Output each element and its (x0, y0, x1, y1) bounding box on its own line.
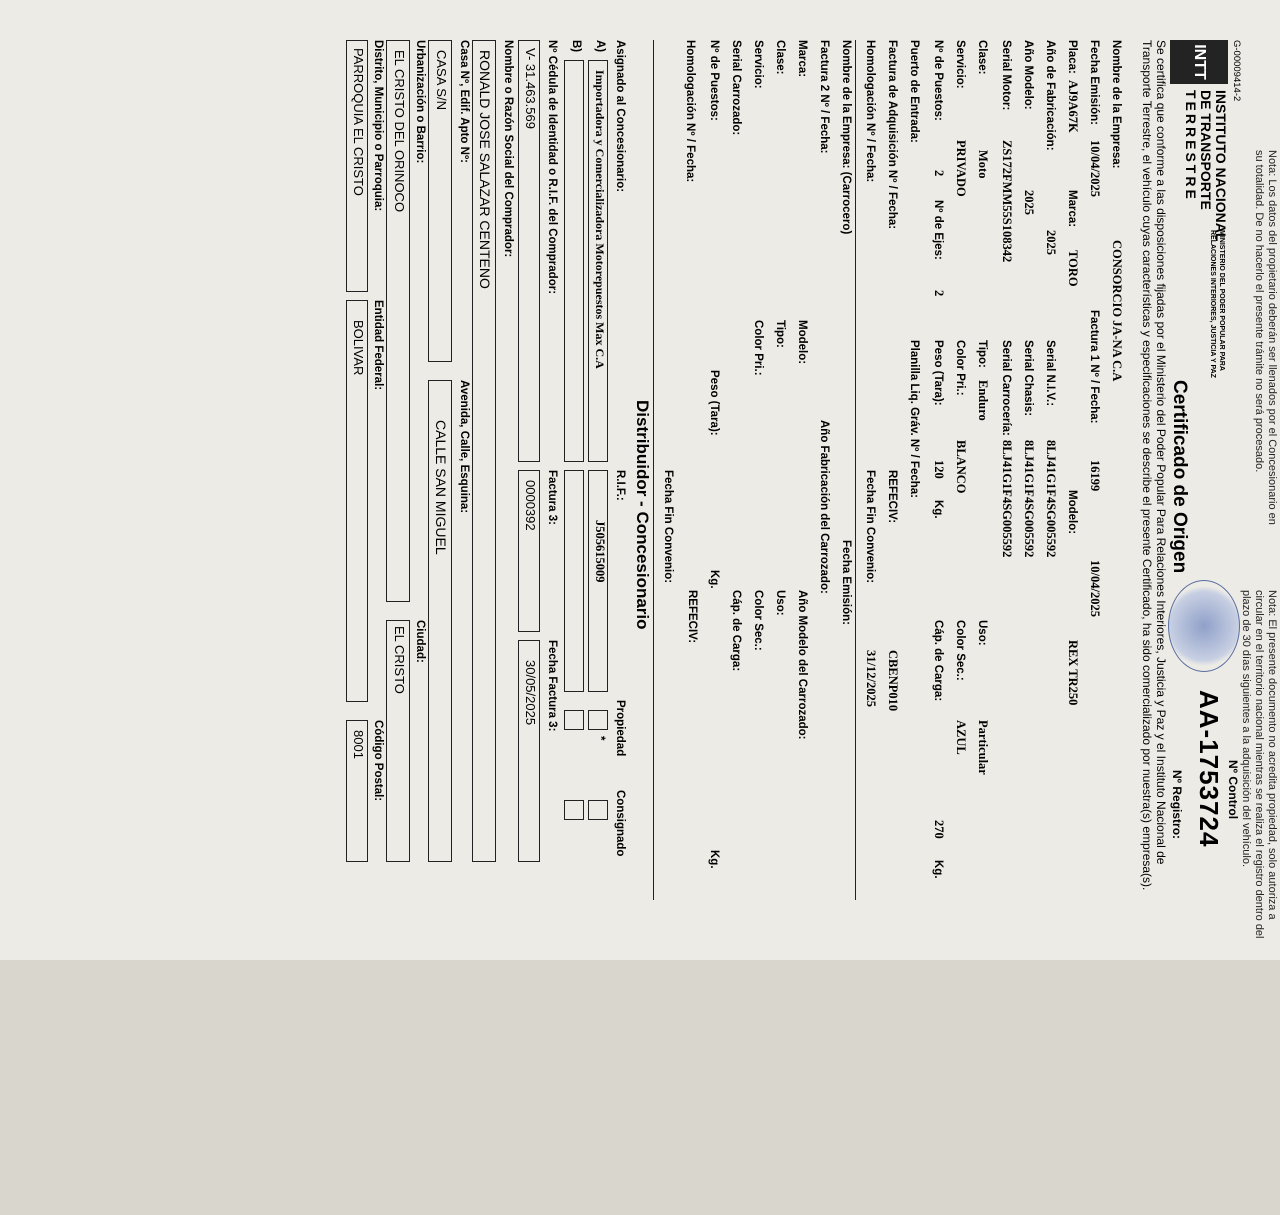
nombre-label: Nombre o Razón Social del Comprador: (502, 40, 514, 258)
avenida-label: Avenida, Calle, Esquina: (458, 380, 470, 514)
carrocero-refeciv-label: REFECIV: (686, 590, 698, 644)
anio-fab-label: Año de Fabricación: (1044, 40, 1056, 151)
nombre-value: RONALD JOSE SALAZAR CENTENO (477, 50, 493, 289)
a-label: A) (594, 40, 606, 53)
carrocero-peso-unit: Kg. (708, 570, 720, 589)
carrocero-marca-label: Marca: (796, 40, 808, 78)
page-title: Certificado de Origen (1169, 380, 1190, 574)
placa-value: AJ9A67K (1066, 80, 1080, 133)
peso-value: 120 (932, 460, 946, 479)
factura2-label: Factura 2 Nº / Fecha: (818, 40, 830, 154)
ministry-name: MINISTERIO DEL PODER POPULAR PARA RELACIONES INTERIORES, JUSTICIA Y PAZ (1209, 230, 1225, 378)
serial-carroceria-value: 8LJ41G1F4SG005592 (1000, 440, 1014, 558)
modelo-value: REX TR250 (1066, 640, 1080, 706)
control-label: Nº Control (1226, 760, 1240, 820)
urb-value: EL CRISTO DEL ORINOCO (392, 50, 407, 213)
marca-label: Marca: (1066, 190, 1078, 228)
servicio-value: PRIVADO (954, 140, 968, 197)
entidad-label: Entidad Federal: (372, 300, 384, 391)
intt-name: INSTITUTO NACIONAL DE TRANSPORTE TERRESTRE (1183, 90, 1229, 242)
fecha-fin-label: Fecha Fin Convenio: (864, 470, 876, 584)
serial-motor-label: Serial Motor: (1000, 40, 1012, 111)
serial-carrozado-label: Serial Carrozado: (730, 40, 742, 136)
ejes-label: Nº de Ejes: (932, 200, 944, 260)
marca-value: TORO (1066, 250, 1080, 287)
serial-chasis-value: 8LJ41G1F4SG005592 (1022, 440, 1036, 558)
ejes-value: 2 (932, 290, 946, 297)
carrocero-empresa-label: Nombre de la Empresa: (Carrocero) (840, 40, 852, 235)
note-circulation: Nota: El presente documento no acredita propiedad, solo autoriza a circular en el territorio nacional mientras se realiza el registro dentro del plazo de 30 días siguientes a la adquisición del vehículo. (1240, 590, 1278, 939)
consignado-label: Consignado (614, 790, 626, 857)
carrocero-clase-label: Clase: (774, 40, 786, 75)
asignado-label: Asignado al Concesionario: (614, 40, 626, 193)
empresa-label: Nombre de la Empresa: (1110, 40, 1122, 169)
serial-chasis-label: Serial Chasis: (1022, 340, 1034, 417)
placa-label: Placa: (1066, 40, 1078, 74)
clase-label: Clase: (976, 40, 988, 75)
entidad-value: BOLIVAR (351, 320, 366, 376)
anio-modelo-value: 2025 (1022, 190, 1036, 215)
rif-label: R.I.F.: (614, 470, 626, 501)
carga-unit: Kg. (932, 860, 944, 879)
servicio-label: Servicio: (954, 40, 966, 89)
carrocero-modelo-label: Modelo: (796, 320, 808, 365)
casa-label: Casa Nº, Edif. Apto Nº: (458, 40, 470, 163)
fecha-emision-value: 10/04/2025 (1088, 140, 1102, 197)
distrito-label: Distrito, Municipio o Parroquia: (372, 40, 384, 212)
fecha-emision-label: Fecha Emisión: (1088, 40, 1100, 125)
star-mark: * (594, 736, 606, 741)
factura1-fecha: 10/04/2025 (1088, 560, 1102, 617)
urb-label: Urbanización o Barrio: (414, 40, 426, 164)
serial-motor-value: ZS172FMM55S108342 (1000, 140, 1014, 263)
carrocero-fecha-fin-label: Fecha Fin Convenio: (662, 470, 674, 584)
peso-label: Peso (Tara): (932, 340, 944, 406)
postal-label: Código Postal: (372, 720, 384, 802)
refeciv-label: REFECIV: (886, 470, 898, 524)
uso-label: Uso: (976, 620, 988, 646)
planilla-label: Planilla Liq. Gráv. Nº / Fecha: (908, 340, 920, 499)
anio-modelo-label: Año Modelo: (1022, 40, 1034, 110)
color-sec-label: Color Sec.: (954, 620, 966, 681)
dist-title: Distribuidor - Concesionario (633, 400, 652, 630)
carrocero-uso-label: Uso: (774, 590, 786, 616)
carrocero-color-sec-label: Color Sec.: (752, 590, 764, 651)
tipo-value: Enduro (976, 380, 990, 421)
intt-logo-mark: INTT (1170, 40, 1228, 84)
puerto-label: Puerto de Entrada: (908, 40, 920, 143)
puestos-label: Nº de Puestos: (932, 40, 944, 121)
puestos-value: 2 (932, 170, 946, 177)
carrocero-puestos-label: Nº de Puestos: (708, 40, 720, 121)
carrocero-homologacion-label: Homologación Nº / Fecha: (684, 40, 696, 183)
cedula-value: V- 31.463.569 (523, 48, 538, 129)
ciudad-value: EL CRISTO (392, 626, 407, 694)
serial-niv-label: Serial N.I.V.: (1044, 340, 1056, 407)
carrocero-carga-label: Cáp. de Carga: (730, 590, 742, 672)
carrocero-peso-label: Peso (Tara): (708, 370, 720, 436)
color-pri-value: BLANCO (954, 440, 968, 494)
factura-adq-label: Factura de Adquisición Nº / Fecha: (886, 40, 898, 230)
intro-text: Se certifica que conforme a las disposiciones fijadas por el Ministerio del Poder Popular Para Relaciones Interiores, Justicia y Paz y el Instituto Nacional de Transporte Terrestre, el vehículo cuyas características y especificaciones se describe el presente Certificado, ha sido comercializado por nuestra(s) empresa(s). (1140, 40, 1168, 891)
b-label: B) (570, 40, 582, 53)
modelo-label: Modelo: (1066, 490, 1078, 535)
serial-niv-value: 8LJ41G1F4SG005592 (1044, 440, 1058, 558)
carrocero-color-pri-label: Color Pri.: (752, 320, 764, 376)
clase-value: Moto (976, 150, 990, 179)
ciudad-label: Ciudad: (414, 620, 426, 663)
fecha-fin-value: 31/12/2025 (864, 650, 878, 707)
carrocero-tipo-label: Tipo: (774, 320, 786, 348)
concesionario-a-name: Importadora y Comercializadora Motorepuestos Max C.A (593, 70, 607, 369)
tipo-label: Tipo: (976, 340, 988, 368)
factura1-num: 16199 (1088, 460, 1102, 492)
uso-value: Particular (976, 720, 990, 775)
color-sec-value: AZUL (954, 720, 968, 755)
distrito-value: PARROQUIA EL CRISTO (351, 48, 366, 196)
avenida-value: CALLE SAN MIGUEL (433, 420, 449, 555)
casa-value: CASA S/N (434, 50, 449, 110)
postal-value: 8001 (351, 730, 366, 759)
homologacion-label: Homologación Nº / Fecha: (864, 40, 876, 183)
cedula-label: Nº Cédula de Identidad o R.I.F. del Comprador: (546, 40, 558, 295)
factura3-value: 0000392 (523, 480, 538, 531)
note-owner-data: Nota: Los datos del propietario deberán ser llenados por el Concesionario en su totalidad. De no hacerlo el presente trámite no será procesado. (1253, 150, 1278, 525)
anio-fab-value: 2025 (1044, 230, 1058, 255)
carrocero-servicio-label: Servicio: (752, 40, 764, 89)
fecha-factura3-value: 30/05/2025 (523, 660, 538, 726)
peso-unit: Kg. (932, 500, 944, 519)
refeciv-value: CBENP010 (886, 650, 900, 712)
carrocero-fecha-emision-label: Fecha Emisión: (840, 540, 852, 625)
color-pri-label: Color Pri.: (954, 340, 966, 396)
carga-label: Cáp. de Carga: (932, 620, 944, 702)
factura1-label: Factura 1 Nº / Fecha: (1088, 310, 1100, 424)
registro-label: Nº Registro: (1170, 770, 1184, 840)
carrocero-anio-fab-label: Año Fabricación del Carrozado: (818, 420, 830, 594)
carga-value: 270 (932, 820, 946, 839)
empresa-value: CONSORCIO JA-NA C.A (1110, 240, 1124, 382)
serial-carroceria-label: Serial Carrocería: (1000, 340, 1012, 436)
rif-a-value: J505615009 (593, 520, 607, 583)
control-number: AA-1753724 (1194, 690, 1224, 848)
factura3-label: Factura 3: (546, 470, 558, 525)
propiedad-label: Propiedad (614, 700, 626, 757)
doc-code: G-00009414-2 (1231, 40, 1242, 102)
carrocero-carga-unit: Kg. (708, 850, 720, 869)
carrocero-anio-modelo-label: Año Modelo del Carrozado: (796, 590, 808, 740)
fecha-factura3-label: Fecha Factura 3: (546, 640, 558, 732)
